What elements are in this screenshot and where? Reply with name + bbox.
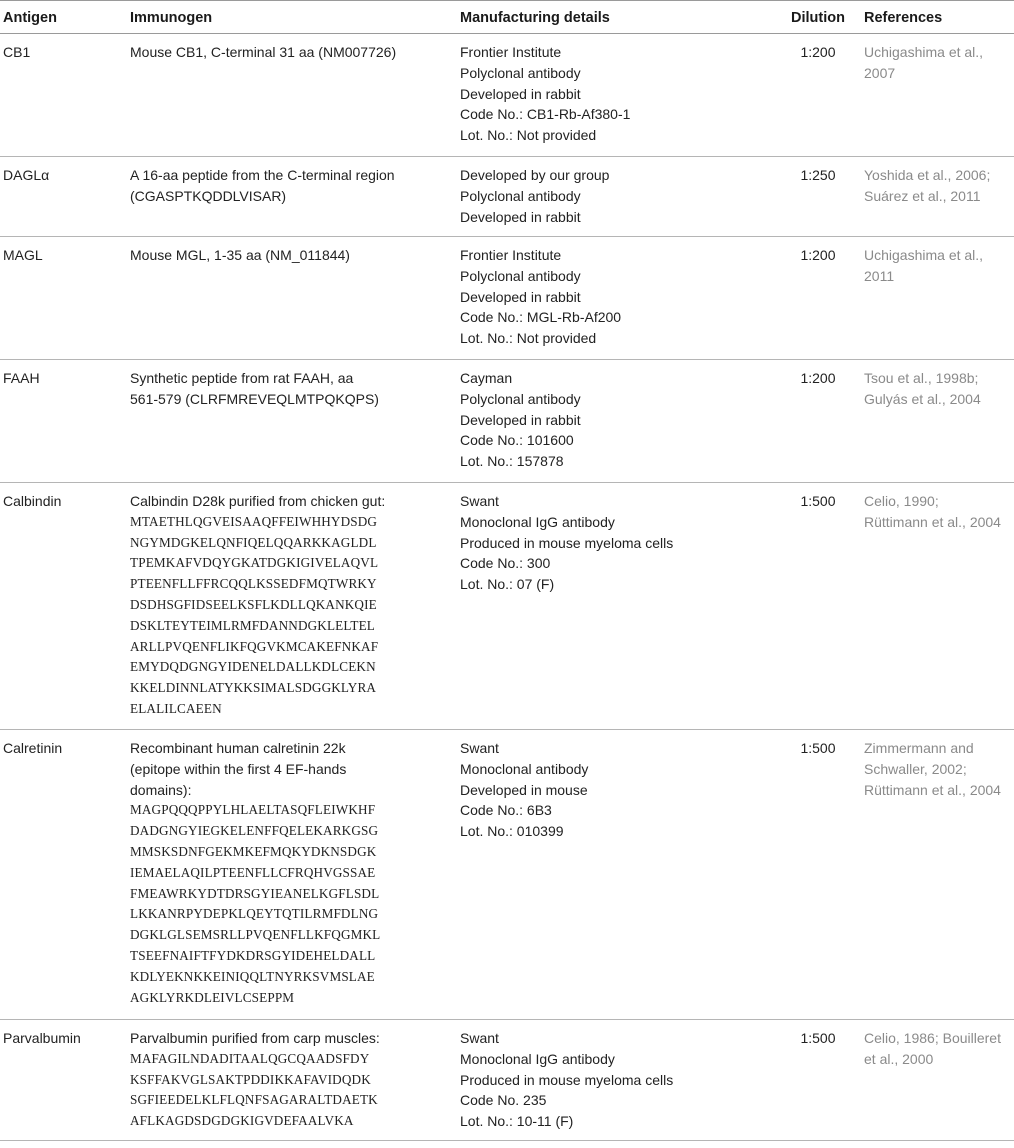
header-immunogen: Immunogen (130, 10, 213, 26)
antigen-cell (0, 1028, 130, 1140)
reference-text: Suárez et al., 2011 (864, 187, 981, 204)
sequence-line: KSFFAKVGLSAKTPDDIKKAFAVIDQDK (130, 1071, 371, 1087)
reference-text: 2011 (864, 267, 895, 284)
sequence-line: MAGPQQQPPYLHLAELTASQFLEIWKHF (130, 802, 376, 818)
immunogen-text: Calbindin D28k purified from chicken gut: (130, 493, 386, 509)
reference-text: Rüttimann et al., 2004 (864, 513, 1001, 530)
manufacturing-detail: Code No. 235 (460, 1092, 547, 1109)
immunogen-text: Mouse CB1, C-terminal 31 aa (NM007726) (130, 44, 397, 60)
dilution-value: 1:200 (800, 370, 836, 386)
table-body (0, 34, 1014, 1141)
manufacturing-cell (460, 165, 772, 236)
dilution-value: 1:500 (800, 493, 836, 509)
manufacturing-detail: Lot. No.: Not provided (460, 127, 597, 144)
dilution-cell (772, 165, 864, 236)
references-cell (864, 738, 1014, 1019)
immunogen-text: (epitope within the first 4 EF-hands (130, 760, 347, 777)
immunogen-cell (130, 245, 460, 359)
manufacturing-detail: Monoclonal IgG antibody (460, 1050, 615, 1067)
manufacturing-detail: Code No.: 101600 (460, 432, 574, 449)
reference-text: Gulyás et al., 2004 (864, 390, 981, 407)
manufacturing-detail: Lot. No.: 07 (F) (460, 576, 555, 593)
antigen-name: Calretinin (3, 740, 63, 756)
immunogen-text: domains): (130, 781, 192, 798)
manufacturing-detail: Cayman (460, 370, 513, 386)
sequence-line: AFLKAGDSDGDGKIGVDEFAALVKA (130, 1113, 354, 1129)
dilution-cell (772, 42, 864, 156)
manufacturing-detail: Lot. No.: 157878 (460, 453, 564, 470)
manufacturing-cell (460, 245, 772, 359)
dilution-cell (772, 245, 864, 359)
sequence-line: NGYMDGKELQNFIQELQQARKKAGLDL (130, 534, 377, 550)
dilution-cell (772, 491, 864, 729)
antigen-name: Calbindin (3, 493, 62, 509)
reference-text: 2007 (864, 64, 896, 81)
immunogen-text: A 16-aa peptide from the C-terminal region (130, 167, 395, 183)
header-references: References (864, 10, 943, 26)
sequence-line: KKELDINNLATYKKSIMALSDGGKLYRA (130, 680, 377, 696)
manufacturing-detail: Developed by our group (460, 167, 610, 183)
antigen-cell (0, 738, 130, 1019)
references-cell (864, 165, 1014, 236)
antigen-name: MAGL (3, 247, 43, 263)
dilution-cell (772, 1028, 864, 1140)
sequence-line: MAFAGILNDADITAALQGCQAADSFDY (130, 1050, 370, 1066)
immunogen-text: Synthetic peptide from rat FAAH, aa (130, 370, 354, 386)
reference-text: Uchigashima et al., (864, 44, 984, 60)
manufacturing-detail: Polyclonal antibody (460, 187, 581, 204)
immunogen-text: Recombinant human calretinin 22k (130, 740, 346, 756)
manufacturing-detail: Frontier Institute (460, 44, 562, 60)
antigen-name: Parvalbumin (3, 1030, 81, 1046)
sequence-line: DGKLGLSEMSRLLPVQENFLLKFQGMKL (130, 927, 381, 943)
manufacturing-detail: Produced in mouse myeloma cells (460, 534, 674, 551)
manufacturing-detail: Developed in rabbit (460, 208, 581, 225)
manufacturing-cell (460, 42, 772, 156)
sequence-line: LKKANRPYDEPKLQEYTQTILRMFDLNG (130, 906, 379, 922)
table-row (0, 1020, 1014, 1141)
sequence-line: ARLLPVQENFLIKFQGVKMCAKEFNKAF (130, 638, 379, 654)
sequence-line: MTAETHLQGVEISAAQFFEIWHHYDSDG (130, 513, 378, 529)
manufacturing-detail: Code No.: MGL-Rb-Af200 (460, 309, 622, 326)
table-row (0, 360, 1014, 483)
sequence-line: AGKLYRKDLEIVLCSEPPM (130, 989, 295, 1005)
manufacturing-cell (460, 491, 772, 729)
reference-text: Rüttimann et al., 2004 (864, 781, 1001, 798)
manufacturing-detail: Polyclonal antibody (460, 267, 581, 284)
antigen-cell (0, 368, 130, 482)
manufacturing-detail: Lot. No.: Not provided (460, 330, 597, 347)
immunogen-cell (130, 738, 460, 1019)
manufacturing-cell (460, 368, 772, 482)
manufacturing-detail: Swant (460, 1030, 499, 1046)
sequence-line: ELALILCAEEN (130, 700, 222, 716)
sequence-line: IEMAELAQILPTEENFLLCFRQHVGSSAE (130, 864, 376, 880)
sequence-line: FMEAWRKYDTDRSGYIEANELKGFLSDL (130, 885, 380, 901)
manufacturing-detail: Developed in rabbit (460, 411, 581, 428)
table-row (0, 730, 1014, 1020)
manufacturing-detail: Code No.: CB1-Rb-Af380-1 (460, 106, 631, 123)
antigen-name: FAAH (3, 370, 40, 386)
reference-text: Celio, 1990; (864, 493, 939, 509)
manufacturing-detail: Frontier Institute (460, 247, 562, 263)
immunogen-cell (130, 165, 460, 236)
sequence-line: PTEENFLLFFRCQQLKSSEDFMQTWRKY (130, 576, 377, 592)
sequence-line: KDLYEKNKKEINIQQLTNYRKSVMSLAE (130, 968, 375, 984)
reference-text: Uchigashima et al., (864, 247, 984, 263)
manufacturing-detail: Developed in mouse (460, 781, 588, 798)
table-row (0, 157, 1014, 237)
manufacturing-cell (460, 738, 772, 1019)
antigen-cell (0, 165, 130, 236)
header-dilution: Dilution (791, 10, 845, 26)
manufacturing-detail: Monoclonal antibody (460, 760, 589, 777)
header-antigen: Antigen (3, 10, 57, 26)
reference-text: Schwaller, 2002; (864, 760, 967, 777)
manufacturing-detail: Developed in rabbit (460, 288, 581, 305)
manufacturing-detail: Code No.: 6B3 (460, 802, 552, 819)
dilution-value: 1:500 (800, 1030, 836, 1046)
manufacturing-detail: Swant (460, 740, 499, 756)
dilution-cell (772, 738, 864, 1019)
antigen-cell (0, 42, 130, 156)
sequence-line: DADGNGYIEGKELENFFQELEKARKGSG (130, 823, 379, 839)
antigen-name: CB1 (3, 44, 31, 60)
reference-text: et al., 2000 (864, 1050, 934, 1067)
reference-text: Tsou et al., 1998b; (864, 370, 979, 386)
dilution-value: 1:200 (800, 247, 836, 263)
manufacturing-detail: Monoclonal IgG antibody (460, 513, 615, 530)
dilution-cell (772, 368, 864, 482)
immunogen-cell (130, 42, 460, 156)
sequence-line: DSKLTEYTEIMLRMFDANNDGKLELTEL (130, 617, 375, 633)
header-manufacturing: Manufacturing details (460, 10, 610, 26)
sequence-line: TPEMKAFVDQYGKATDGKIGIVELAQVL (130, 555, 379, 571)
manufacturing-detail: Swant (460, 493, 499, 509)
references-cell (864, 491, 1014, 729)
dilution-value: 1:500 (800, 740, 836, 756)
reference-text: Zimmermann and (864, 740, 974, 756)
manufacturing-detail: Lot. No.: 10-11 (F) (460, 1113, 574, 1130)
manufacturing-detail: Produced in mouse myeloma cells (460, 1071, 674, 1088)
dilution-value: 1:250 (800, 167, 836, 183)
immunogen-text: (CGASPTKQDDLVISAR) (130, 187, 287, 204)
table-header (0, 0, 1014, 34)
immunogen-text: Mouse MGL, 1-35 aa (NM_011844) (130, 247, 350, 263)
immunogen-cell (130, 368, 460, 482)
manufacturing-detail: Polyclonal antibody (460, 64, 581, 81)
references-cell (864, 1028, 1014, 1140)
references-cell (864, 368, 1014, 482)
manufacturing-detail: Developed in rabbit (460, 85, 581, 102)
dilution-value: 1:200 (800, 44, 836, 60)
antigen-cell (0, 491, 130, 729)
references-cell (864, 245, 1014, 359)
immunogen-cell (130, 1028, 460, 1140)
table-row (0, 34, 1014, 157)
table-row (0, 483, 1014, 730)
table-row (0, 237, 1014, 360)
manufacturing-detail: Lot. No.: 010399 (460, 823, 564, 840)
reference-text: Yoshida et al., 2006; (864, 167, 991, 183)
immunogen-text: 561-579 (CLRFMREVEQLMTPQKQPS) (130, 390, 379, 407)
immunogen-text: Parvalbumin purified from carp muscles: (130, 1030, 380, 1046)
reference-text: Celio, 1986; Bouilleret (864, 1030, 1001, 1046)
sequence-line: TSEEFNAIFTFYDKDRSGYIDEHELDALL (130, 947, 376, 963)
references-cell (864, 42, 1014, 156)
sequence-line: DSDHSGFIDSEELKSFLKDLLQKANKQIE (130, 596, 377, 612)
sequence-line: EMYDQDGNGYIDENELDALLKDLCEKN (130, 659, 376, 675)
manufacturing-detail: Code No.: 300 (460, 555, 551, 572)
antigen-cell (0, 245, 130, 359)
manufacturing-detail: Polyclonal antibody (460, 390, 581, 407)
sequence-line: SGFIEEDELKLFLQNFSAGARALTDAETK (130, 1092, 378, 1108)
manufacturing-cell (460, 1028, 772, 1140)
sequence-line: MMSKSDNFGEKMKEFMQKYDKNSDGK (130, 843, 377, 859)
immunogen-cell (130, 491, 460, 729)
antigen-name: DAGLα (3, 167, 50, 183)
